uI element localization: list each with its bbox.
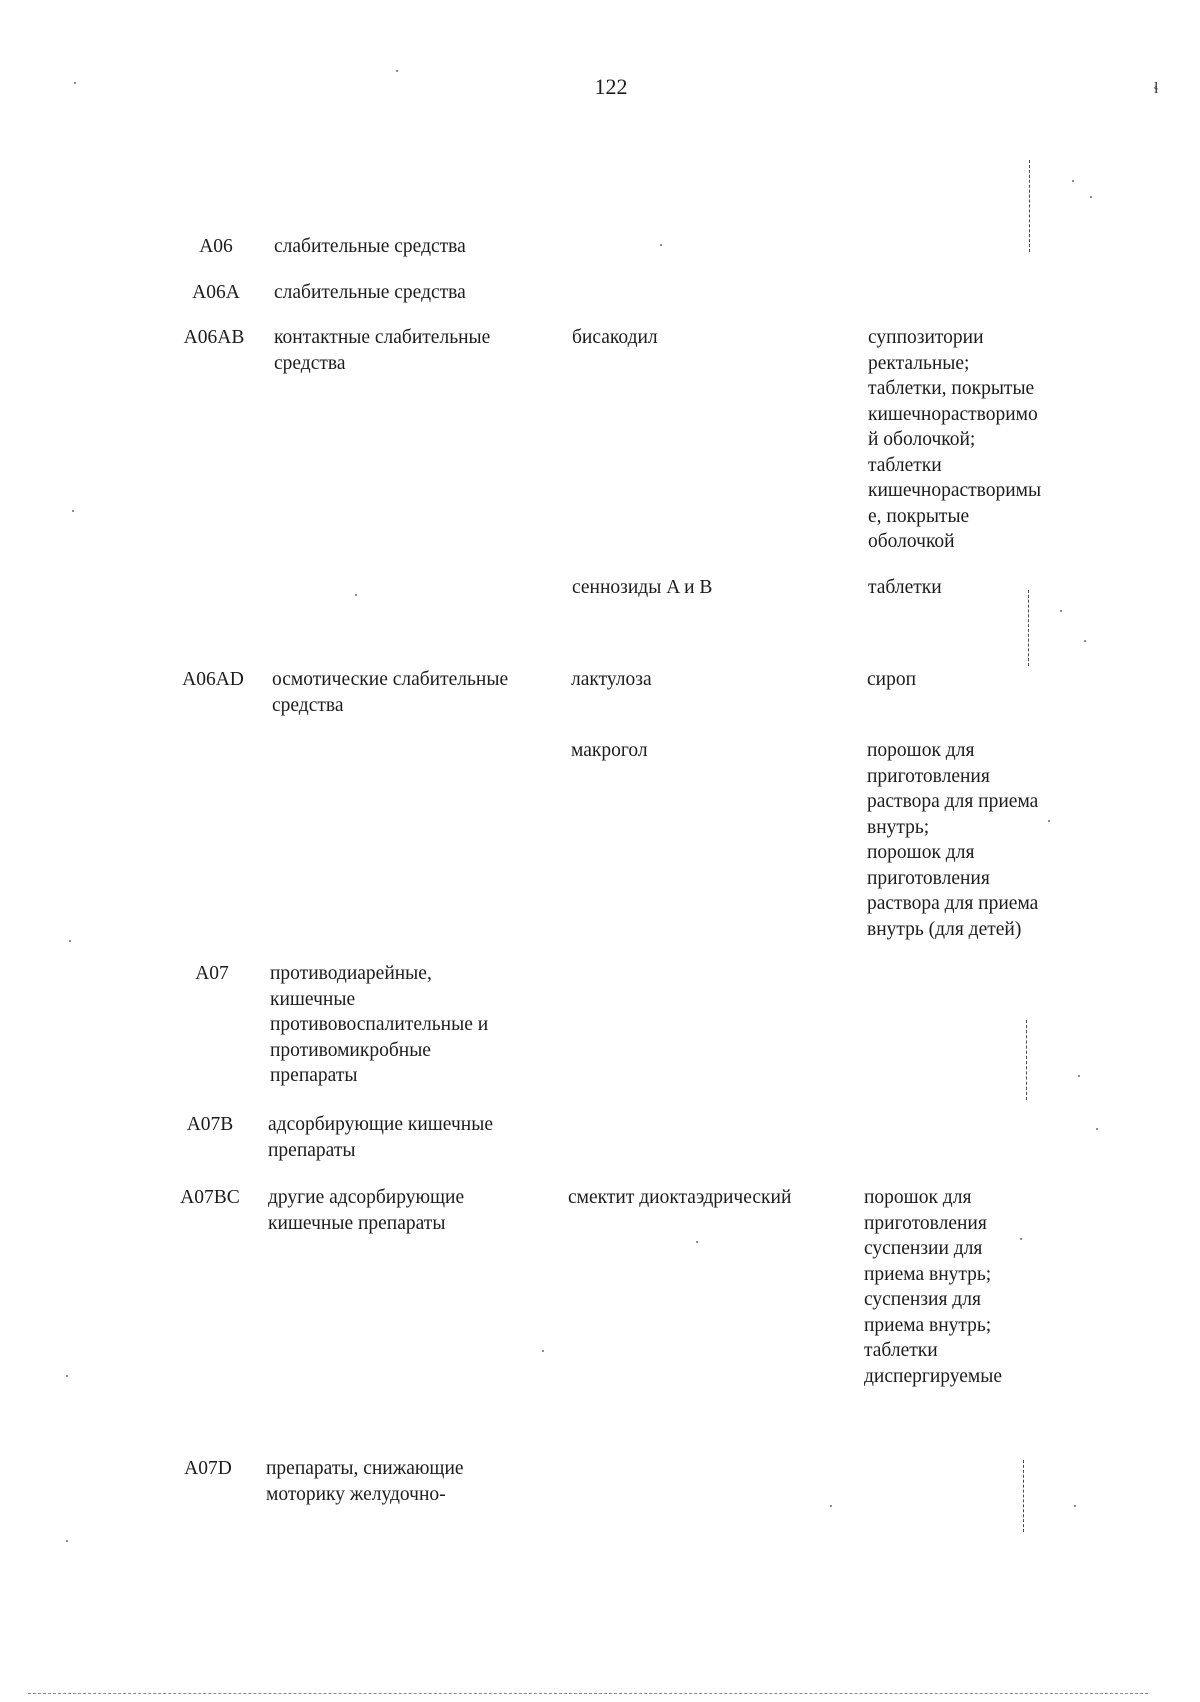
dosage-form: таблетки (868, 577, 942, 598)
scan-speck (69, 940, 71, 942)
scan-rule-mark (1028, 590, 1029, 666)
atc-group-name: контактные слабительные средства (274, 327, 491, 374)
scan-speck (66, 1375, 68, 1377)
atc-code: A07B (186, 1114, 234, 1135)
dosage-form: порошок для приготовления раствора для приема внутрь; порошок для приготовления раствора для приема внутрь (для детей) (867, 740, 1039, 940)
scan-speck (830, 1505, 832, 1507)
scan-rule-mark (1023, 1460, 1024, 1532)
atc-group-name: адсорбирующие кишечные препараты (268, 1114, 493, 1161)
scan-rule-mark (1026, 1020, 1027, 1100)
scan-speck (74, 82, 76, 84)
atc-group-name: противодиарейные, кишечные противовоспалительные и противомикробные препараты (270, 963, 489, 1086)
atc-code: A06AD (182, 669, 244, 690)
atc-code: A07 (195, 963, 229, 984)
scan-speck (1020, 1238, 1022, 1240)
scan-speck (72, 510, 74, 512)
dosage-form: порошок для приготовления суспензии для приема внутрь; суспензия для приема внутрь; таблетки диспергируемые (864, 1187, 1003, 1387)
atc-group-name: осмотические слабительные средства (272, 669, 509, 716)
atc-group-name: слабительные средства (274, 236, 466, 257)
scan-speck (1078, 1075, 1080, 1077)
scan-speck (355, 594, 357, 596)
scan-corner-mark: ɬ (1154, 80, 1159, 97)
scan-speck (660, 244, 662, 246)
drug-name: макрогол (571, 740, 648, 761)
atc-code: A07D (184, 1458, 232, 1479)
atc-code: A06A (192, 282, 240, 303)
dosage-form: сироп (867, 669, 917, 690)
scan-speck (66, 1540, 68, 1542)
scan-speck (696, 1241, 698, 1243)
scan-speck (1060, 610, 1062, 612)
dosage-form: суппозитории ректальные; таблетки, покрытые кишечнорастворимо й оболочкой; таблетки кишечнорастворимы е, покрытые оболочкой (868, 327, 1042, 552)
scan-speck (542, 1350, 544, 1352)
page-number: 122 (594, 74, 628, 99)
atc-code: A06 (199, 236, 233, 257)
drug-name: лактулоза (571, 669, 652, 690)
drug-name: смектит диоктаэдрический (568, 1187, 792, 1208)
atc-code: A06AB (183, 327, 245, 348)
scan-speck (1048, 820, 1050, 822)
scan-speck (1074, 1505, 1076, 1507)
atc-group-name: слабительные средства (274, 282, 466, 303)
atc-group-name: препараты, снижающие моторику желудочно- (266, 1458, 464, 1505)
atc-code: A07BC (180, 1187, 240, 1208)
scan-bottom-edge (28, 1693, 1148, 1694)
scan-speck (396, 70, 398, 72)
drug-name: сеннозиды A и B (572, 577, 713, 598)
scan-speck (1084, 640, 1086, 642)
scan-speck (1072, 180, 1074, 182)
scan-speck (1090, 196, 1092, 198)
scan-speck (1096, 1128, 1098, 1130)
scan-rule-mark (1029, 160, 1030, 252)
drug-name: бисакодил (572, 327, 658, 348)
atc-group-name: другие адсорбирующие кишечные препараты (268, 1187, 465, 1234)
